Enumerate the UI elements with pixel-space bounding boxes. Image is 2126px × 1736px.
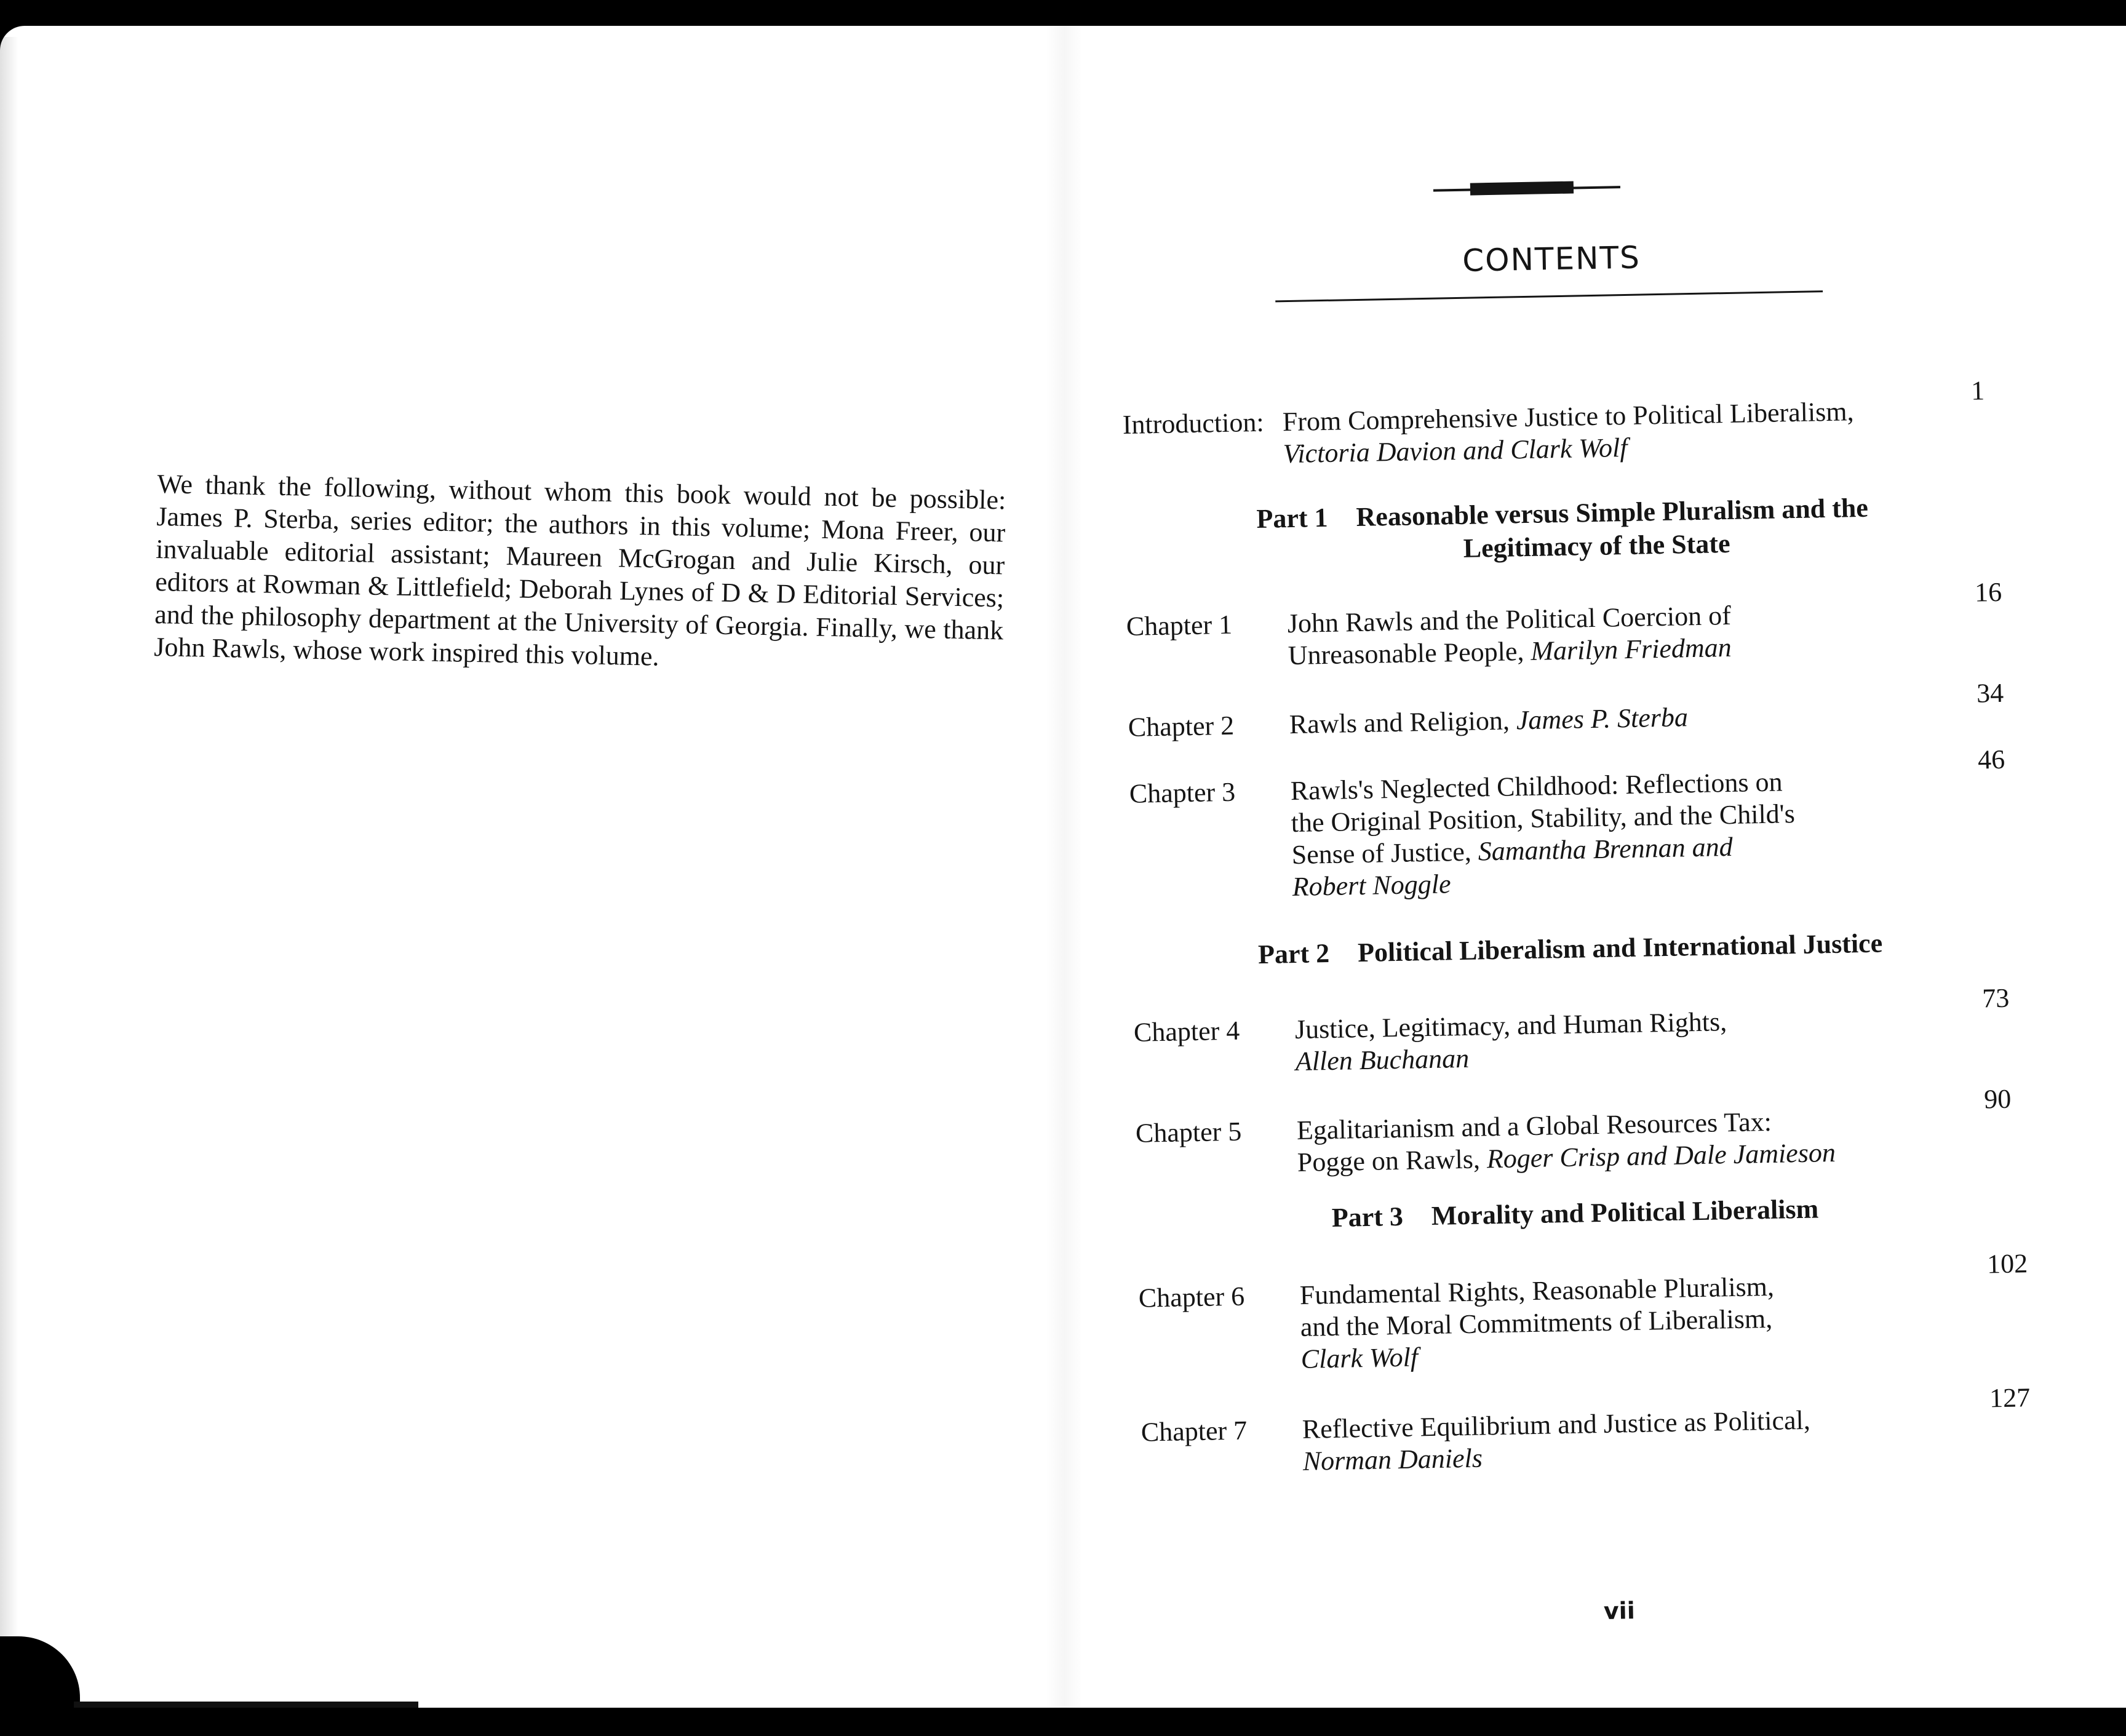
- toc-entry-label: Chapter 5: [1135, 1116, 1242, 1149]
- toc-entry-label: Chapter 3: [1129, 776, 1236, 809]
- toc-page-number: 73: [1981, 982, 2010, 1014]
- toc-part-2: [1232, 926, 1909, 972]
- toc-entry-title-line2: and the Moral Commitments of Liberalism,: [1300, 1303, 1773, 1342]
- part-label: Part 2: [1257, 938, 1330, 970]
- toc-entry-label: Chapter 6: [1138, 1281, 1245, 1313]
- part-label: Part 3: [1331, 1201, 1404, 1233]
- toc-entry-authors-line2: Robert Noggle: [1292, 869, 1451, 902]
- part-title: Political Liberalism and International Justice: [1357, 928, 1883, 968]
- part-title-line2: Legitimacy of the State: [1463, 528, 1730, 563]
- toc-page-number: 46: [1977, 744, 2005, 775]
- toc-entry-label: Chapter 7: [1141, 1415, 1248, 1447]
- acknowledgment-paragraph: We thank the following, without whom this book would not be possible: James P. Sterba, series editor; the authors in this volume; Mona Freer, our invaluable editorial assistant; Maureen McGrogan and Julie Kirsch, our editors at Rowman & Littlefield; Deborah Lynes of D & D Editorial Services; and the philosophy department at the University of Georgia. Finally, we thank John Rawls, whose work inspired this volume.: [153, 468, 1006, 672]
- toc-entry-authors: Victoria Davion and Clark Wolf: [1283, 432, 1628, 469]
- toc-entry-title-line2: the Original Position, Stability, and the Child's: [1291, 798, 1796, 838]
- toc-entry-title: From Comprehensive Justice to Political Liberalism,: [1282, 396, 1854, 437]
- toc-page-number: 127: [1989, 1382, 2031, 1414]
- part-title: Reasonable versus Simple Pluralism and the: [1356, 492, 1869, 533]
- page-number-folio: vii: [1603, 1597, 1636, 1625]
- toc-part-3: [1236, 1191, 1914, 1236]
- toc-entry-title: Fundamental Rights, Reasonable Pluralism,: [1299, 1271, 1775, 1310]
- part-label: Part 1: [1256, 502, 1328, 535]
- title-rule: [1275, 290, 1823, 302]
- toc-entry-label: Chapter 4: [1133, 1015, 1240, 1048]
- toc-entry-label: Chapter 2: [1128, 710, 1235, 743]
- toc-entry-title: John Rawls and the Political Coercion of: [1287, 600, 1732, 639]
- toc-entry-authors: James P. Sterba: [1516, 702, 1689, 736]
- toc-page-number: 90: [1983, 1083, 2012, 1115]
- toc-entry-title: Justice, Legitimacy, and Human Rights,: [1294, 1006, 1727, 1045]
- toc-entry-label: Chapter 1: [1126, 609, 1233, 642]
- toc-entry-title: Rawls's Neglected Childhood: Reflections on: [1290, 766, 1783, 806]
- toc-entry-title: Egalitarianism and a Global Resources Tax:: [1296, 1106, 1772, 1145]
- toc-entry-authors: Samantha Brennan and: [1478, 831, 1734, 867]
- toc-entry-authors: Norman Daniels: [1302, 1443, 1483, 1476]
- toc-entry-label: Introduction:: [1122, 407, 1265, 440]
- toc-entry-authors: Roger Crisp and Dale Jamieson: [1486, 1137, 1836, 1174]
- toc-entry-authors: Allen Buchanan: [1295, 1043, 1470, 1077]
- toc-page-number: 34: [1976, 677, 2004, 709]
- toc-entry-authors: Marilyn Friedman: [1530, 632, 1732, 666]
- toc-part-1: [1224, 491, 1901, 570]
- toc-entry-title-line2: Pogge on Rawls,: [1297, 1144, 1481, 1177]
- toc-entry-title-line3: Sense of Justice,: [1291, 836, 1472, 870]
- toc-entry-title: Reflective Equilibrium and Justice as Political,: [1302, 1404, 1811, 1444]
- toc-page-number: 102: [1986, 1248, 2028, 1280]
- part-title: Morality and Political Liberalism: [1431, 1193, 1819, 1231]
- toc-entry-authors: Clark Wolf: [1300, 1342, 1419, 1374]
- toc-entry-title-line2: Unreasonable People,: [1288, 636, 1524, 671]
- toc-page-number: 16: [1974, 576, 2002, 608]
- toc-entry-title: Rawls and Religion,: [1289, 705, 1510, 740]
- page-title: CONTENTS: [1462, 239, 1641, 279]
- toc-page-number: 1: [1970, 375, 1985, 406]
- title-ornament: [1433, 185, 1620, 193]
